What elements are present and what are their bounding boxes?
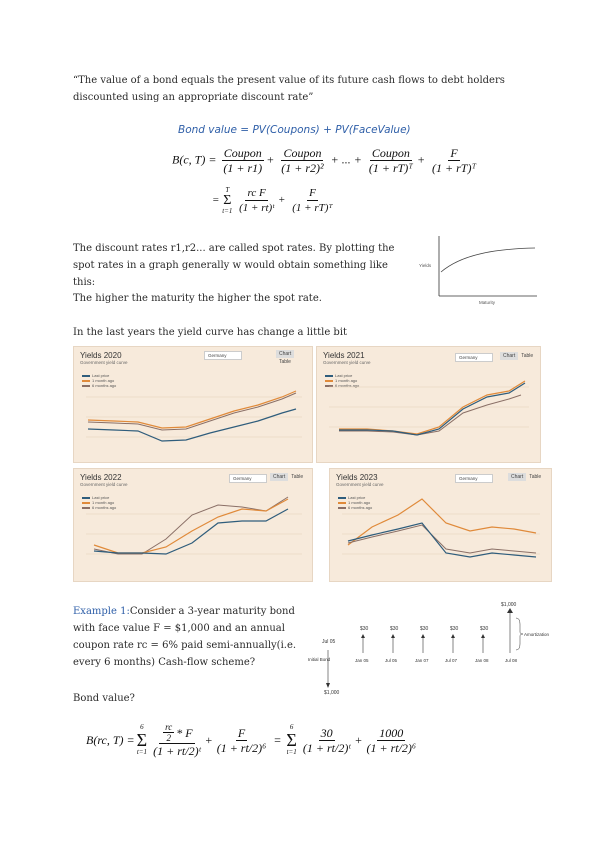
country-select[interactable]: Germany — [229, 474, 267, 483]
panel-subtitle: Government yield curve — [80, 360, 128, 365]
formula-dots: + ... + — [330, 152, 362, 167]
formula-lhs: B(c, T) = — [172, 152, 217, 167]
formula-term-4-num: F — [450, 146, 458, 160]
yield-change-paragraph: In the last years the yield curve has change a little bit — [73, 327, 348, 338]
legend-item: 1 month ago — [335, 378, 358, 383]
start-date: Jul 05 — [322, 639, 336, 645]
times-face: * F — [176, 725, 193, 740]
series-1-month — [339, 381, 525, 434]
series-6-months — [94, 497, 288, 554]
spot-rates-paragraph: The discount rates r1,r2... are called spot rates. By plotting the spot rates in a graph generally w would obtain something like this: — [73, 243, 395, 288]
series-6-months — [348, 499, 536, 545]
timeline-date: Jul 07 — [445, 658, 458, 663]
panel-subtitle: Government yield curve — [80, 482, 128, 487]
example-label: Example 1: — [73, 606, 130, 617]
formula-term-3-num: Coupon — [371, 146, 410, 160]
timeline-dates — [355, 658, 518, 663]
yield-panel-2022 — [73, 468, 313, 582]
tab-table[interactable]: Table — [291, 474, 304, 480]
formula2-term-1-num: rc F — [247, 187, 266, 199]
formula-term-1-den: (1 + r1) — [223, 161, 263, 175]
yield-chart-2022 — [74, 469, 312, 581]
bond-value-question: Bond value? — [73, 693, 135, 704]
formula2-term-1-den: (1 + rt)ᵗ — [239, 202, 275, 214]
example-text: Consider a 3-year maturity bond with face value F = $1,000 and an annual coupon rate rc = 6% paid semi-annually(i.e. every 6 months) Cash-flow scheme? — [73, 606, 297, 668]
example-paragraph — [73, 603, 301, 671]
formula-term-1-num: Coupon — [223, 146, 262, 160]
coupon-amount: $30 — [420, 626, 429, 632]
legend-item: 1 month ago — [348, 500, 371, 505]
country-select[interactable]: Germany — [455, 474, 493, 483]
formula3-c-den: (1 + rt/2)ᵗ — [302, 740, 351, 755]
formula2-eq: = — [212, 194, 220, 207]
formula3-b-den: (1 + rt/2)⁶ — [216, 740, 267, 755]
tab-chart[interactable]: Chart — [270, 473, 288, 481]
cash-flow-diagram — [300, 598, 550, 698]
bond-value-formula: B(rc, T) = 6 Σ t=1 $\frac{rc}{2}$ * F (1 + rt/2)ᵗ + $\frac{F}{\text{(1 + rt/2)⁶}}$ = 6 Σ t=1 $\frac{30}{\text{(1 + rt/2)ᵗ}}$ + $\frac{1000}{\text{(1 + rt/2)⁶}}$ — [86, 722, 417, 758]
formula3-d-num: 1000 — [379, 725, 404, 740]
legend-item: Last price — [335, 373, 353, 378]
maturity-paragraph: The higher the maturity the higher the spot rate. — [73, 293, 322, 304]
timeline-date: Jan 08 — [475, 658, 489, 663]
rc-denominator: 2 — [166, 733, 171, 743]
tab-table[interactable]: Table — [521, 353, 534, 359]
formula3-eq: = — [273, 732, 282, 747]
yield-chart-2020 — [74, 347, 312, 462]
sum-top: T — [225, 185, 230, 194]
tab-chart[interactable]: Chart — [508, 473, 526, 481]
country-select[interactable]: Germany — [455, 353, 493, 362]
panel-title: Yields 2022 — [80, 473, 122, 482]
timeline-date: Jul 05 — [385, 658, 398, 663]
yield-panel-2023 — [329, 468, 552, 582]
tab-chart[interactable]: Chart — [500, 352, 518, 360]
legend-item: 6 months ago — [335, 383, 360, 388]
panel-title: Yields 2023 — [336, 473, 378, 482]
series-1-month — [94, 499, 288, 553]
sum-symbol: 6 Σ t=1 — [136, 723, 148, 756]
formula-term-4-den: (1 + rT)ᵀ — [432, 161, 477, 175]
legend-item: 6 months ago — [92, 383, 117, 388]
formula2-term-2-num: F — [309, 187, 316, 199]
spot-rate-chart — [415, 232, 540, 312]
coupon-amount: $30 — [480, 626, 489, 632]
legend-item: 1 month ago — [92, 500, 115, 505]
bond-formula-line-1: B(c, T) = $\frac{\text{Coupon}}{(1 + r1)}$ + $\frac{\text{Coupon}}{\text{(1 + r2)²}}$ + ... + $\frac{\text{Coupon}}{\text{(1 + rT)ᵀ}}$ + $\frac{F}{\text{(1 + rT)ᵀ}}$ — [172, 146, 477, 175]
timeline-date: Jan 05 — [355, 658, 369, 663]
legend-item: Last price — [348, 495, 366, 500]
sum-bottom: t=1 — [222, 206, 233, 215]
legend-item: 1 month ago — [92, 378, 115, 383]
sum-top: 6 — [140, 723, 144, 731]
panel-title: Yields 2021 — [323, 351, 365, 360]
sum-bottom: t=1 — [136, 748, 147, 756]
legend-item: Last price — [92, 373, 110, 378]
formula3-lhs: B(rc, T) = — [86, 732, 135, 747]
legend-item: 6 months ago — [348, 505, 373, 510]
bond-formula-line-2: = T Σ t=1 $\frac{\text{rc F}}{\text{(1 + rt)ᵗ}}$ + $\frac{F}{\text{(1 + rT)ᵀ}}$ — [212, 185, 333, 215]
formula3-c-num: 30 — [320, 725, 333, 740]
panel-title: Yields 2020 — [80, 351, 122, 360]
panel-subtitle: Government yield curve — [336, 482, 384, 487]
tab-table[interactable]: Table — [279, 359, 291, 365]
country-select[interactable]: Germany — [204, 351, 242, 360]
formula3-a-den: (1 + rt/2)ᵗ — [153, 744, 201, 758]
coupon-amount: $30 — [360, 626, 369, 632]
panel-subtitle: Government yield curve — [323, 360, 371, 365]
sum-bottom: t=1 — [286, 748, 297, 756]
spot-chart-xlabel: Maturity — [479, 300, 496, 305]
sum-symbol: T Σ t=1 — [222, 185, 233, 215]
yield-panel-2020 — [73, 346, 313, 463]
formula-term-2-num: Coupon — [283, 146, 322, 160]
coupon-arrows — [360, 626, 489, 653]
formula-term-3-den: (1 + rT)ᵀ — [368, 161, 413, 175]
sum-top: 6 — [289, 723, 294, 731]
initial-bond-label: Initial Bond — [308, 657, 331, 662]
legend-item: 6 months ago — [92, 505, 117, 510]
series-6-months — [88, 391, 296, 428]
yield-chart-2021 — [317, 347, 540, 462]
coupon-amount: $30 — [450, 626, 459, 632]
timeline-date: Jul 08 — [505, 658, 518, 663]
yield-chart-2023 — [330, 469, 551, 581]
rc-numerator: rc — [165, 722, 173, 732]
yield-panel-2021 — [316, 346, 541, 463]
sum-symbol-2: 6 Σ t=1 — [286, 723, 297, 756]
face-value-amount: $1,000 — [501, 602, 517, 608]
tab-table[interactable]: Table — [529, 474, 542, 480]
timeline-date: Jan 07 — [415, 658, 429, 663]
tab-chart[interactable]: Chart — [276, 350, 294, 358]
bond-value-formula-label: Bond value = PV(Coupons) + PV(FaceValue) — [178, 124, 411, 136]
amortization-label: Amortization — [524, 632, 550, 637]
spot-chart-ylabel: Yields — [419, 263, 432, 268]
legend-item: Last price — [92, 495, 110, 500]
formula2-term-2-den: (1 + rT)ᵀ — [292, 202, 333, 214]
formula3-d-den: (1 + rt/2)⁶ — [366, 740, 417, 755]
quote-paragraph: “The value of a bond equals the present value of its future cash flows to debt holders discounted using an appropriate discount rate” — [73, 75, 505, 103]
coupon-amount: $30 — [390, 626, 399, 632]
formula-term-2-den: (1 + r2)² — [281, 161, 324, 175]
initial-bond-amount: $1,000 — [324, 690, 340, 696]
formula3-b-num: F — [237, 725, 246, 740]
